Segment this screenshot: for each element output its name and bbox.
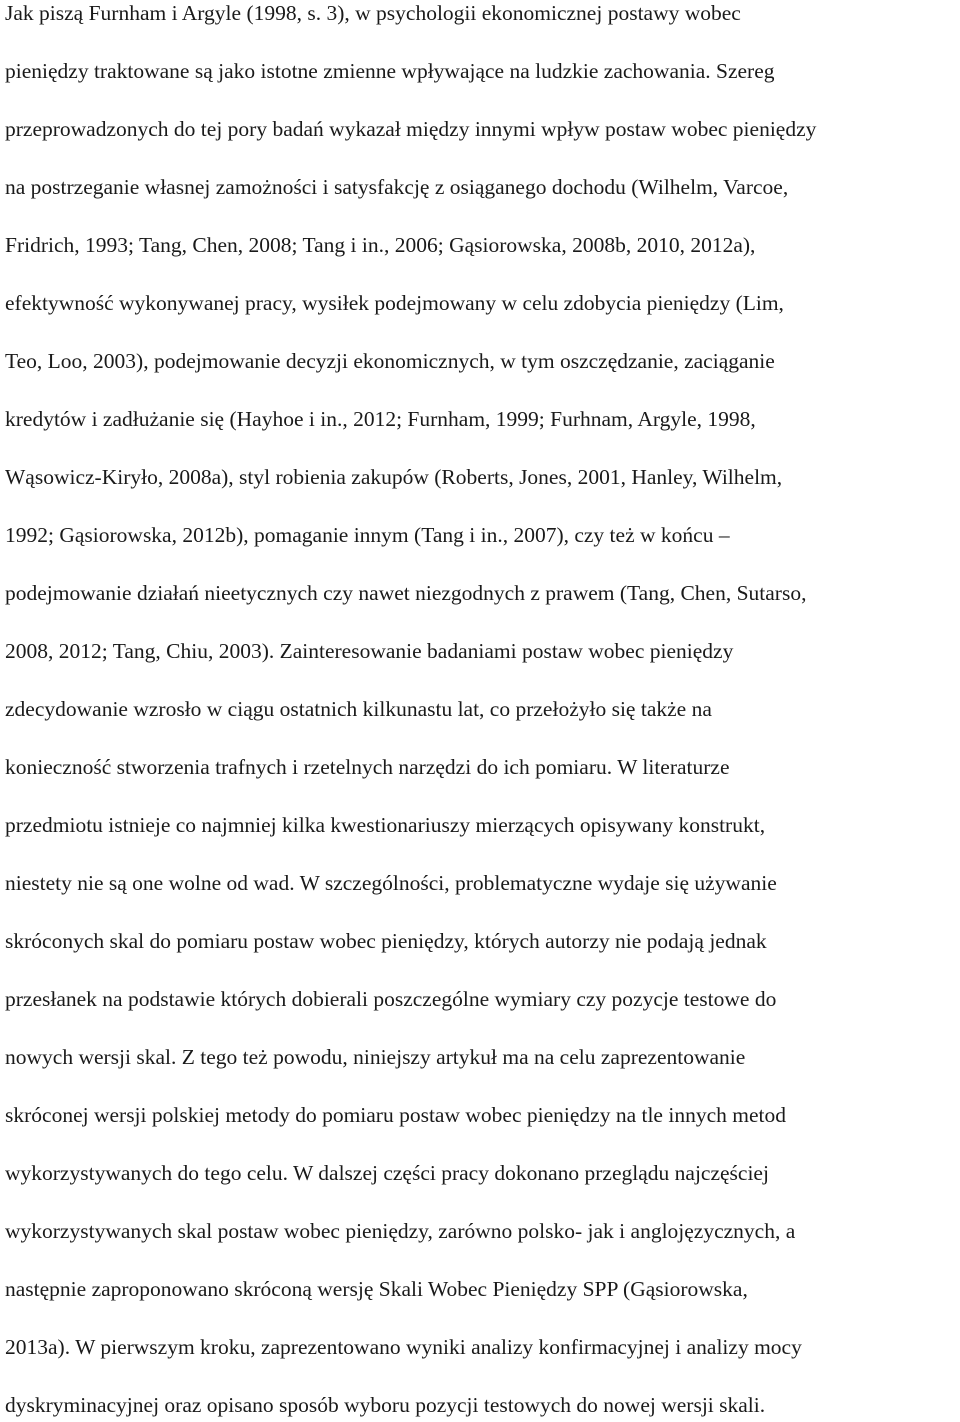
text-line-24: 2013a). W pierwszym kroku, zaprezentowano wyniki analizy konfirmacyjnej i analizy mocy	[5, 1335, 802, 1359]
text-line-12: 2008, 2012; Tang, Chiu, 2003). Zainteresowanie badaniami postaw wobec pieniędzy	[5, 639, 734, 663]
text-line-3: przeprowadzonych do tej pory badań wykazał między innymi wpływ postaw wobec pieniędzy	[5, 117, 817, 141]
text-line-21: wykorzystywanych do tego celu. W dalszej części pracy dokonano przeglądu najczęściej	[5, 1161, 769, 1185]
text-line-19: nowych wersji skal. Z tego też powodu, niniejszy artykuł ma na celu zaprezentowanie	[5, 1045, 746, 1069]
text-line-16: niestety nie są one wolne od wad. W szczególności, problematyczne wydaje się używanie	[5, 871, 777, 895]
text-line-25: dyskryminacyjnej oraz opisano sposób wyboru pozycji testowych do nowej wersji skali.	[5, 1393, 766, 1417]
text-line-22: wykorzystywanych skal postaw wobec pieniędzy, zarówno polsko- jak i anglojęzycznych, a	[5, 1219, 796, 1243]
text-line-18: przesłanek na podstawie których dobierali poszczególne wymiary czy pozycje testowe do	[5, 987, 777, 1011]
text-line-15: przedmiotu istnieje co najmniej kilka kwestionariuszy mierzących opisywany konstrukt,	[5, 813, 766, 837]
text-line-14: konieczność stworzenia trafnych i rzetelnych narzędzi do ich pomiaru. W literaturze	[5, 755, 730, 779]
text-line-23: następnie zaproponowano skróconą wersję Skali Wobec Pieniędzy SPP (Gąsiorowska,	[5, 1277, 748, 1301]
text-line-13: zdecydowanie wzrosło w ciągu ostatnich kilkunastu lat, co przełożyło się także na	[5, 697, 712, 721]
text-line-6: efektywność wykonywanej pracy, wysiłek podejmowany w celu zdobycia pieniędzy (Lim,	[5, 291, 784, 315]
text-line-8: kredytów i zadłużanie się (Hayhoe i in., 2012; Furnham, 1999; Furhnam, Argyle, 1998,	[5, 407, 756, 431]
text-line-1: Jak piszą Furnham i Argyle (1998, s. 3), w psychologii ekonomicznej postawy wobec	[5, 1, 741, 25]
text-line-5: Fridrich, 1993; Tang, Chen, 2008; Tang i in., 2006; Gąsiorowska, 2008b, 2010, 2012a),	[5, 233, 756, 257]
text-line-2: pieniędzy traktowane są jako istotne zmienne wpływające na ludzkie zachowania. Szereg	[5, 59, 775, 83]
text-line-9: Wąsowicz-Kiryło, 2008a), styl robienia zakupów (Roberts, Jones, 2001, Hanley, Wilhelm,	[5, 465, 783, 489]
text-line-10: 1992; Gąsiorowska, 2012b), pomaganie innym (Tang i in., 2007), czy też w końcu –	[5, 523, 730, 547]
text-line-11: podejmowanie działań nieetycznych czy nawet niezgodnych z prawem (Tang, Chen, Sutarso,	[5, 581, 807, 605]
text-line-7: Teo, Loo, 2003), podejmowanie decyzji ekonomicznych, w tym oszczędzanie, zaciąganie	[5, 349, 775, 373]
text-line-20: skróconej wersji polskiej metody do pomiaru postaw wobec pieniędzy na tle innych metod	[5, 1103, 786, 1127]
text-line-4: na postrzeganie własnej zamożności i satysfakcję z osiąganego dochodu (Wilhelm, Varcoe,	[5, 175, 789, 199]
text-line-17: skróconych skal do pomiaru postaw wobec pieniędzy, których autorzy nie podają jednak	[5, 929, 767, 953]
